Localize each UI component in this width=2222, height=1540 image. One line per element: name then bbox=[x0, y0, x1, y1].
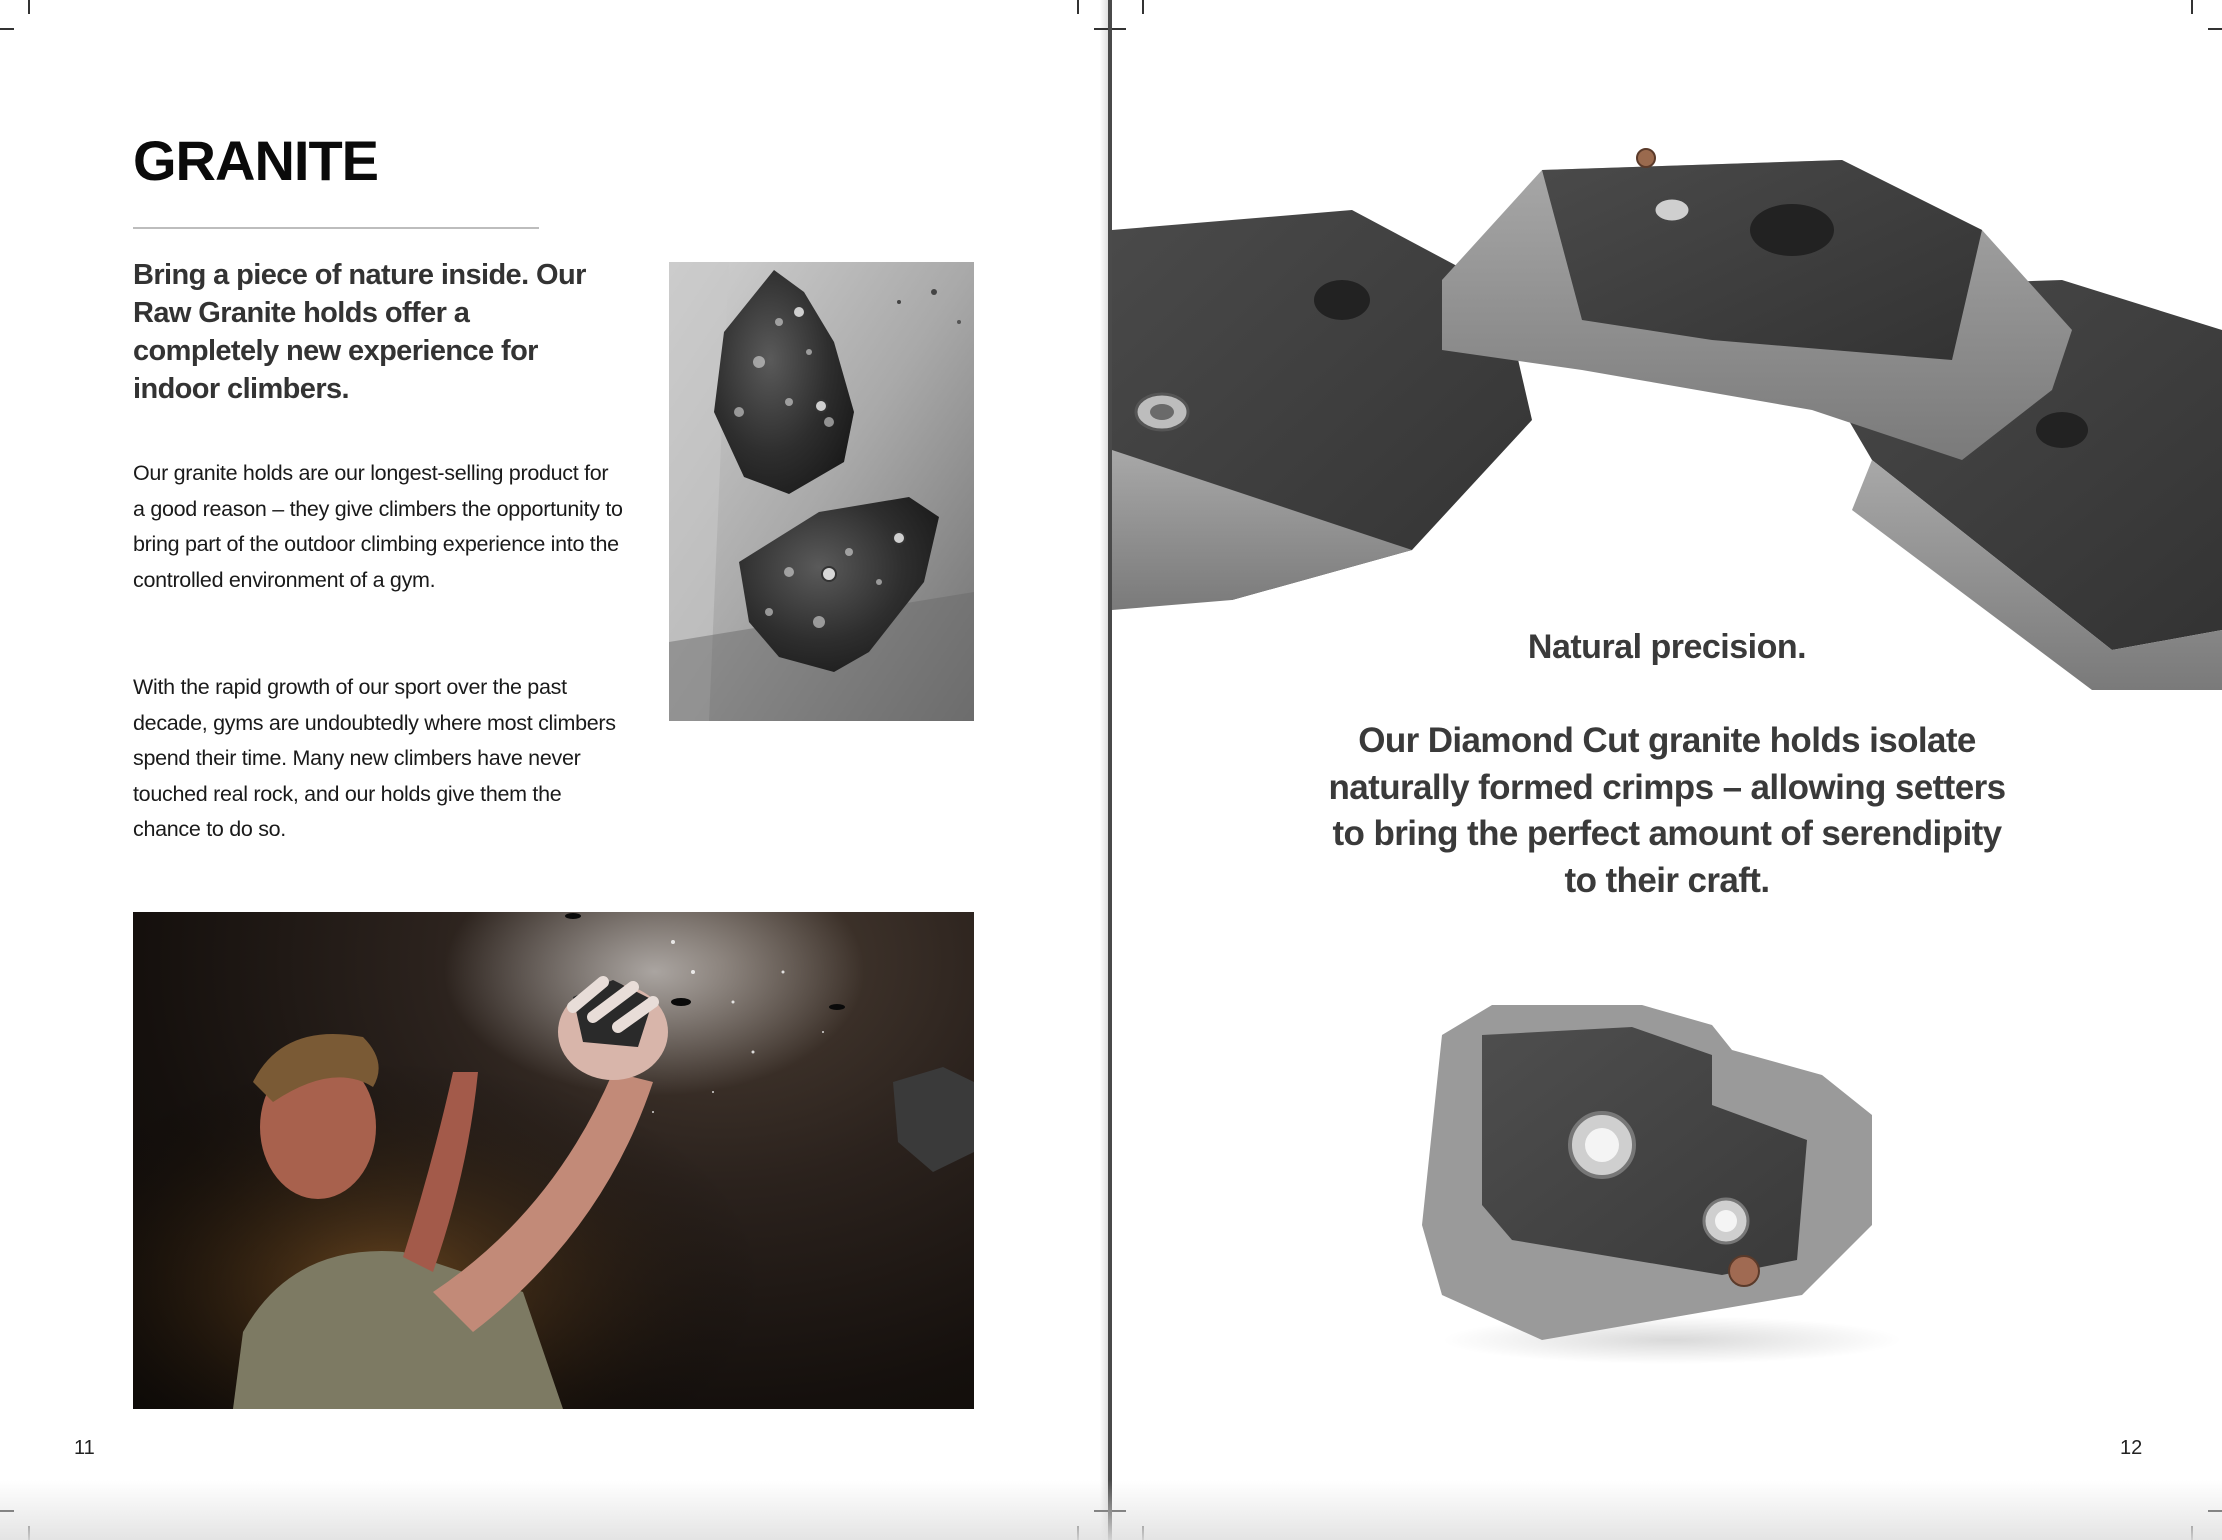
granite-holds-illustration bbox=[669, 262, 974, 721]
body-paragraph-2: With the rapid growth of our sport over the past decade, gyms are undoubtedly where most climbers spend their time. Many new climbers have never touched real rock, and our holds give them the chance to do so. bbox=[133, 675, 616, 841]
spine-shadow-left bbox=[1100, 0, 1108, 1540]
climber-photo bbox=[133, 912, 974, 1409]
page-title: GRANITE bbox=[133, 129, 378, 192]
page-number-left: 11 bbox=[74, 1437, 95, 1459]
bottom-page-shading bbox=[0, 1480, 2222, 1540]
lead-paragraph: Bring a piece of nature inside. Our Raw Granite holds offer a completely new experience for indoor climbers. bbox=[133, 259, 586, 405]
crop-mark bbox=[1077, 0, 1079, 14]
caption-body: Our Diamond Cut granite holds isolate naturally formed crimps – allowing setters to bring the perfect amount of serendipity to their craft. bbox=[1328, 721, 2006, 900]
climber-illustration bbox=[133, 912, 974, 1409]
crop-mark bbox=[28, 0, 30, 14]
caption-heading: Natural precision. bbox=[1527, 628, 1807, 666]
crop-mark bbox=[1142, 0, 1144, 14]
crop-mark bbox=[2208, 28, 2222, 30]
page-number-right: 12 bbox=[2120, 1437, 2143, 1459]
left-page bbox=[0, 0, 1108, 1540]
crop-mark bbox=[1094, 28, 1108, 30]
body-paragraph-1: Our granite holds are our longest-selling product for a good reason – they give climbers the opportunity to bring part of the outdoor climbing experience into the controlled environment of a gym. bbox=[133, 461, 623, 592]
crop-mark bbox=[2191, 0, 2193, 14]
granite-holds-photo bbox=[669, 262, 974, 721]
title-divider bbox=[133, 227, 539, 229]
single-hold-illustration bbox=[1422, 995, 1922, 1375]
crop-mark bbox=[1112, 28, 1126, 30]
crop-mark bbox=[0, 28, 14, 30]
